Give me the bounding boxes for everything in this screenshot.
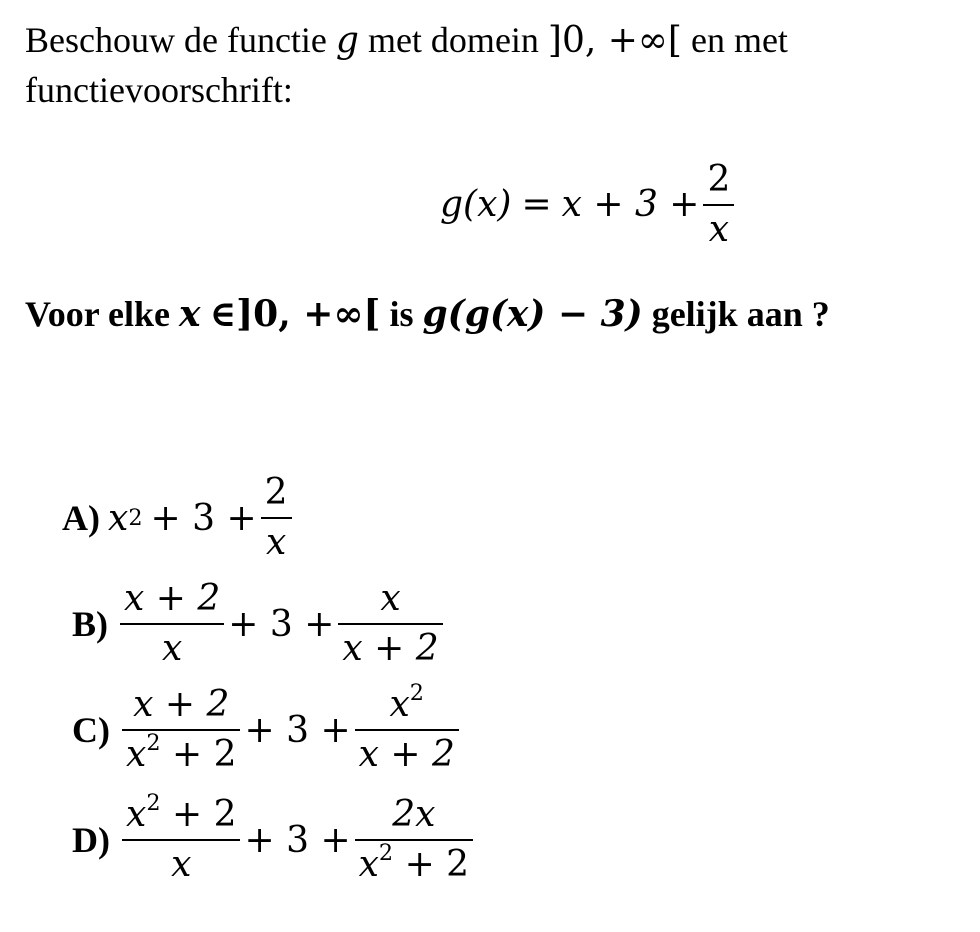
option-a-frac-bar <box>261 517 292 519</box>
option-b-f1-den: x <box>161 628 183 669</box>
option-c-f1-den-base: x <box>126 734 147 775</box>
option-a-base: x <box>108 497 129 539</box>
intro-line-2 <box>25 68 293 112</box>
option-a <box>62 468 296 568</box>
option-d-f2-bar <box>355 839 473 841</box>
option-d-f2-den-base: x <box>358 844 379 885</box>
option-d-f1-bar <box>122 839 240 841</box>
definition-frac-bar <box>703 204 734 206</box>
option-b-label: B) <box>72 604 108 644</box>
option-d <box>72 790 477 890</box>
option-a-frac-num: 2 <box>264 472 288 514</box>
option-b-fraction-2 <box>338 579 442 668</box>
definition-lhs: g(x) <box>440 184 512 225</box>
option-d-f2-den <box>355 839 473 885</box>
option-b-mid: + 3 + <box>228 603 335 645</box>
option-d-expression <box>118 790 477 885</box>
function-name-g: g <box>335 20 359 61</box>
definition-frac-den: x <box>708 209 730 250</box>
option-c-f1-num: x + 2 <box>133 684 230 726</box>
option-d-f1-num-rest: + 2 <box>171 794 237 836</box>
option-b-fraction-1 <box>120 579 224 668</box>
option-b-f2-den: x + 2 <box>342 628 439 669</box>
question-text-1: Voor elke <box>25 294 171 334</box>
option-b-f1-num: x + 2 <box>124 578 221 620</box>
option-d-f2-den-exp: 2 <box>378 839 394 866</box>
option-c-f2-bar <box>355 729 459 731</box>
option-d-f2-num: 2x <box>392 794 436 836</box>
option-c-f1-bar <box>122 729 240 731</box>
option-c-f2-num <box>385 680 428 726</box>
option-d-fraction-2 <box>355 795 473 884</box>
intro-text-1: Beschouw de functie <box>25 20 327 60</box>
definition-equals: = <box>521 184 552 225</box>
option-c-f1-den-exp: 2 <box>146 729 161 756</box>
option-d-f2-den-rest: + 2 <box>404 844 470 885</box>
option-c-label: C) <box>72 710 110 750</box>
option-c-expression <box>118 680 463 775</box>
intro-text-3: en met <box>690 20 788 60</box>
option-c-f1-den-rest: + 2 <box>171 734 237 775</box>
question-line <box>25 292 830 336</box>
option-b-f1-bar <box>120 623 224 625</box>
option-c <box>72 680 463 780</box>
option-d-f1-num-base: x <box>126 794 147 836</box>
option-c-mid: + 3 + <box>244 709 351 751</box>
option-b-f2-bar <box>338 623 442 625</box>
option-c-fraction-1 <box>122 685 240 774</box>
definition-terms: x + 3 + <box>561 184 700 225</box>
option-c-f2-num-exp: 2 <box>409 680 424 707</box>
option-b-f2-num: x <box>380 578 401 620</box>
intro-text-2: met domein <box>367 20 539 60</box>
option-c-f2-num-base: x <box>389 684 410 726</box>
option-b-expression <box>116 579 447 668</box>
question-expression: g(g(x) − 3) <box>422 293 643 335</box>
question-text-2: gelijk aan ? <box>651 294 830 334</box>
option-d-label: D) <box>72 820 110 860</box>
option-c-f1-den <box>122 729 240 775</box>
option-a-mid: + 3 + <box>150 497 257 539</box>
option-d-f1-num-exp: 2 <box>146 790 161 817</box>
option-a-label: A) <box>62 498 100 538</box>
option-c-f2-den: x + 2 <box>358 734 455 775</box>
option-d-f1-den: x <box>171 844 192 885</box>
definition-fraction <box>703 160 734 249</box>
intro-text-4: functievoorschrift: <box>25 70 293 110</box>
option-a-fraction <box>261 473 292 562</box>
question-is: is <box>389 294 414 334</box>
question-domain: ∈]0, +∞[ <box>209 293 381 335</box>
option-c-fraction-2 <box>355 680 459 775</box>
option-a-frac-den: x <box>265 522 287 563</box>
option-a-expression: x 2 + 3 + $\frac{2}{x}$ <box>108 473 296 562</box>
domain-interval: ]0, +∞[ <box>547 20 682 61</box>
option-b <box>72 574 447 674</box>
option-d-fraction-1 <box>122 790 240 885</box>
option-d-f1-num <box>122 790 240 836</box>
function-definition <box>440 150 738 260</box>
definition-frac-num: 2 <box>707 159 731 201</box>
option-d-mid: + 3 + <box>244 819 351 861</box>
question-x: x <box>179 293 201 335</box>
intro-line-1 <box>25 18 788 63</box>
